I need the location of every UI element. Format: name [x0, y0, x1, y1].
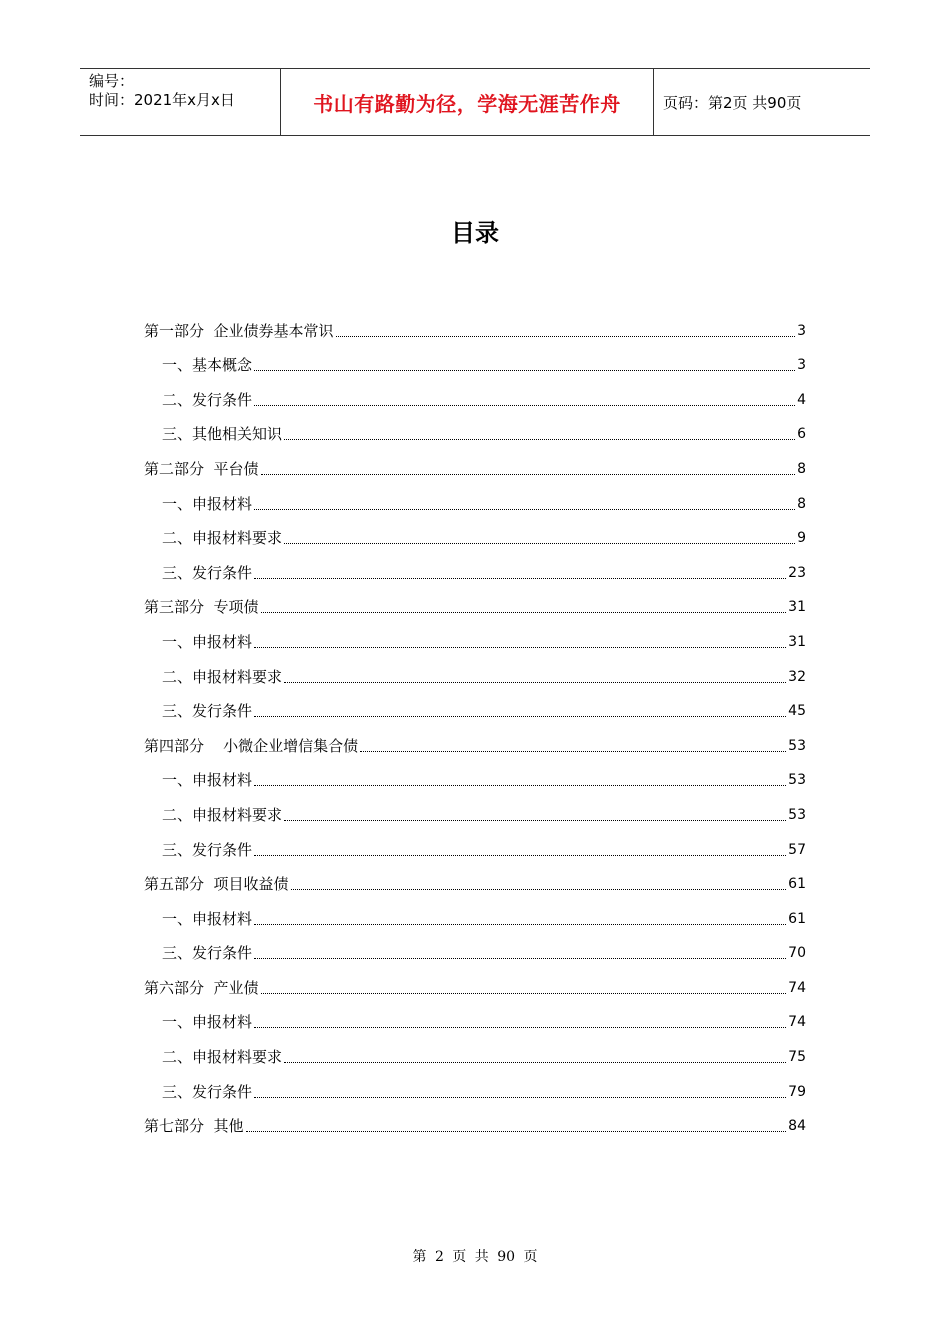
toc-entry-label: 一、申报材料 [162, 632, 253, 651]
toc-entry-label: 三、发行条件 [162, 1082, 253, 1101]
toc-dot-leader [360, 750, 786, 752]
toc-entry-label: 一、申报材料 [162, 494, 253, 513]
toc-entry-label: 二、申报材料要求 [162, 805, 283, 824]
toc-subsection-entry[interactable] [144, 548, 806, 583]
toc-section-entry[interactable] [144, 860, 806, 895]
toc-subsection-entry[interactable] [144, 514, 806, 549]
toc-entry-page-number: 23 [788, 564, 806, 581]
toc-entry-page-number: 53 [788, 806, 806, 823]
toc-subsection-entry[interactable] [144, 1032, 806, 1067]
toc-dot-leader [254, 854, 786, 856]
toc-entry-page-number: 53 [788, 737, 806, 754]
toc-entry-page-number: 3 [797, 357, 806, 374]
time-label: 时间：2021年x月x日 [89, 91, 235, 109]
toc-entry-label: 第四部分 小微企业增信集合债 [144, 736, 359, 755]
toc-dot-leader [261, 473, 796, 475]
toc-entry-label: 第六部分 产业债 [144, 978, 259, 997]
toc-section-entry[interactable] [144, 721, 806, 756]
toc-entry-page-number: 6 [797, 426, 806, 443]
header-page-info: 页码：第2页 共90页 [663, 93, 802, 112]
toc-dot-leader [254, 369, 795, 371]
toc-dot-leader [254, 577, 786, 579]
toc-dot-leader [284, 819, 786, 821]
toc-entry-page-number: 9 [797, 530, 806, 547]
toc-entry-label: 二、申报材料要求 [162, 1048, 283, 1067]
toc-entry-page-number: 8 [797, 495, 806, 512]
toc-entry-label: 三、发行条件 [162, 944, 253, 963]
toc-entry-page-number: 84 [788, 1118, 806, 1135]
toc-entry-label: 第二部分 平台债 [144, 459, 259, 478]
toc-entry-page-number: 45 [788, 703, 806, 720]
toc-dot-leader [254, 923, 786, 925]
toc-subsection-entry[interactable] [144, 652, 806, 687]
toc-entry-page-number: 74 [788, 979, 806, 996]
toc-dot-leader [291, 888, 787, 890]
toc-dot-leader [261, 992, 787, 994]
toc-subsection-entry[interactable] [144, 998, 806, 1033]
toc-entry-page-number: 74 [788, 1014, 806, 1031]
toc-subsection-entry[interactable] [144, 756, 806, 791]
toc-subsection-entry[interactable] [144, 375, 806, 410]
toc-entry-label: 二、发行条件 [162, 390, 253, 409]
toc-subsection-entry[interactable] [144, 341, 806, 376]
toc-subsection-entry[interactable] [144, 790, 806, 825]
toc-entry-label: 三、发行条件 [162, 563, 253, 582]
toc-dot-leader [284, 1061, 786, 1063]
toc-entry-label: 第一部分 企业债券基本常识 [144, 321, 334, 340]
toc-entry-page-number: 79 [788, 1083, 806, 1100]
toc-entry-page-number: 4 [797, 391, 806, 408]
toc-dot-leader [284, 542, 795, 544]
page-footer: 第 2 页 共 90 页 [412, 1249, 538, 1265]
toc-entry-label: 一、申报材料 [162, 771, 253, 790]
toc-section-entry[interactable] [144, 444, 806, 479]
toc-entry-label: 一、申报材料 [162, 1013, 253, 1032]
toc-dot-leader [254, 784, 786, 786]
toc-section-entry[interactable] [144, 963, 806, 998]
toc-dot-leader [261, 611, 787, 613]
toc-dot-leader [284, 438, 795, 440]
toc-entry-page-number: 61 [788, 876, 806, 893]
toc-entry-page-number: 70 [788, 945, 806, 962]
toc-subsection-entry[interactable] [144, 479, 806, 514]
toc-section-entry[interactable] [144, 1102, 806, 1137]
toc-entry-page-number: 32 [788, 668, 806, 685]
toc-dot-leader [254, 1096, 786, 1098]
toc-entry-label: 三、发行条件 [162, 702, 253, 721]
toc-dot-leader [246, 1130, 787, 1132]
toc-dot-leader [284, 681, 786, 683]
toc-entry-label: 二、申报材料要求 [162, 529, 283, 548]
toc-entry-page-number: 31 [788, 599, 806, 616]
number-label: 编号： [89, 72, 135, 90]
toc-entry-page-number: 8 [797, 460, 806, 477]
toc-entry-page-number: 53 [788, 772, 806, 789]
toc-subsection-entry[interactable] [144, 410, 806, 445]
toc-entry-label: 三、其他相关知识 [162, 425, 283, 444]
toc-entry-label: 第七部分 其他 [144, 1117, 244, 1136]
toc-dot-leader [336, 335, 796, 337]
toc-dot-leader [254, 1026, 786, 1028]
page-header [80, 68, 870, 136]
toc-entry-label: 一、申报材料 [162, 909, 253, 928]
toc-title: 目录 [451, 219, 499, 247]
toc-entry-page-number: 3 [797, 322, 806, 339]
toc-dot-leader [254, 646, 786, 648]
toc-entry-label: 第三部分 专项债 [144, 598, 259, 617]
toc-entry-page-number: 75 [788, 1049, 806, 1066]
toc-entry-label: 三、发行条件 [162, 840, 253, 859]
toc-subsection-entry[interactable] [144, 929, 806, 964]
table-of-contents [144, 306, 806, 1136]
header-left-cell [80, 69, 281, 135]
header-motto: 书山有路勤为径，学海无涯苦作舟 [281, 69, 654, 135]
toc-subsection-entry[interactable] [144, 617, 806, 652]
toc-dot-leader [254, 715, 786, 717]
toc-section-entry[interactable] [144, 306, 806, 341]
toc-subsection-entry[interactable] [144, 1067, 806, 1102]
toc-entry-page-number: 31 [788, 633, 806, 650]
toc-dot-leader [254, 404, 795, 406]
toc-dot-leader [254, 957, 786, 959]
toc-subsection-entry[interactable] [144, 825, 806, 860]
toc-dot-leader [254, 508, 795, 510]
toc-entry-label: 第五部分 项目收益债 [144, 875, 289, 894]
toc-entry-page-number: 57 [788, 841, 806, 858]
toc-subsection-entry[interactable] [144, 687, 806, 722]
toc-entry-label: 一、基本概念 [162, 356, 253, 375]
toc-section-entry[interactable] [144, 583, 806, 618]
toc-entry-page-number: 61 [788, 910, 806, 927]
toc-subsection-entry[interactable] [144, 894, 806, 929]
toc-entry-label: 二、申报材料要求 [162, 667, 283, 686]
